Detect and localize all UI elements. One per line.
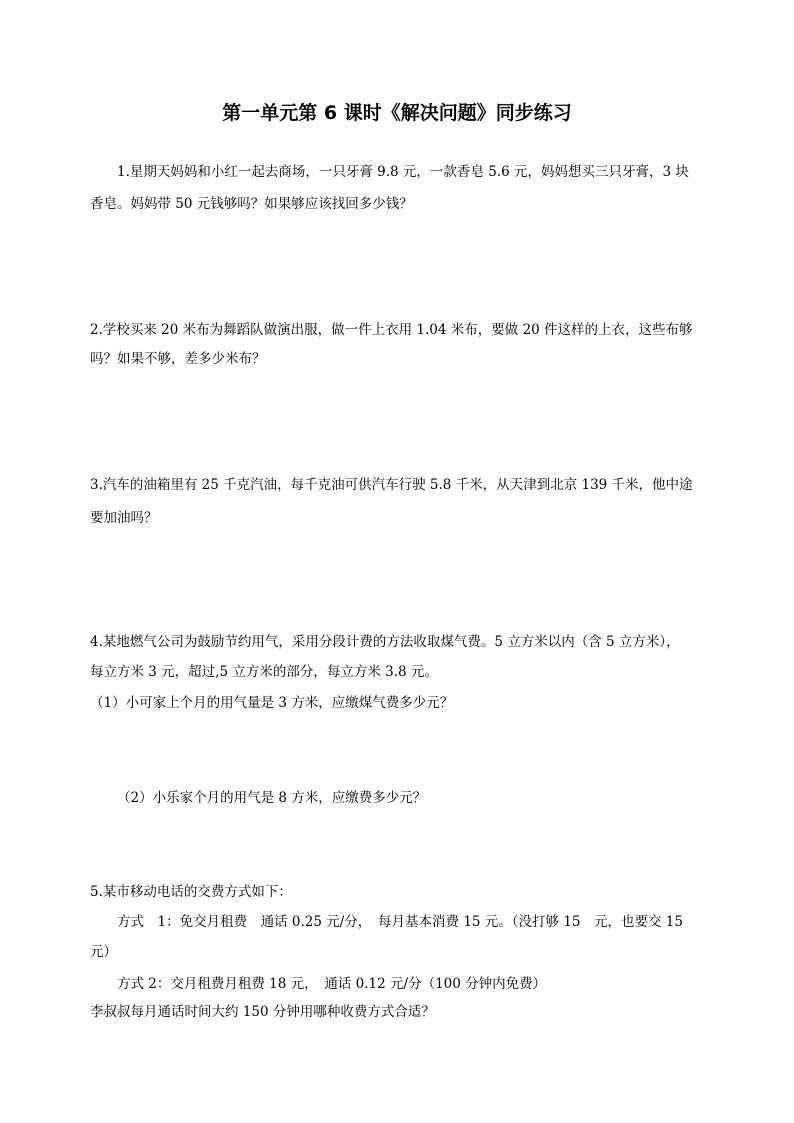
question-4-sub-1: （1）小可家上个月的用气量是 3 方米，应缴煤气费多少元？ [90,695,454,711]
question-5-option-1-cont: 元） [90,944,117,960]
question-5-option-2: 方式 2：交月租费月租费 18 元， 通话 0.12 元/分（100 分钟内免费） [117,976,547,992]
question-3-line-1: 3.汽车的油箱里有 25 千克汽油，每千克油可供汽车行驶 5.8 千米，从天津到北京 139 千米，他中途 [90,477,693,493]
question-1-line-2: 香皂。妈妈带 50 元钱够吗？如果够应该找回多少钱？ [90,196,413,212]
question-4-sub-2: （2）小乐家个月的用气是 8 方米，应缴费多少元？ [117,790,427,806]
question-5-line-1: 5.某市移动电话的交费方式如下： [90,884,292,900]
question-4-line-1: 4.某地燃气公司为鼓励节约用气，采用分段计费的方法收取煤气费。5 立方米以内（含 5 立方米）， [90,634,680,650]
page-title: 第一单元第 6 课时《解决问题》同步练习 [222,102,572,124]
question-1-line-1: 1.星期天妈妈和小红一起去商场，一只牙膏 9.8 元，一款香皂 5.6 元，妈妈想买三只牙膏，3 块 [117,164,689,180]
question-2-line-1: 2.学校买来 20 米布为舞蹈队做演出服，做一件上衣用 1.04 米布，要做 20 件这样的上衣，这些布够 [90,322,693,338]
question-5-question: 李叔叔每月通话时间大约 150 分钟用哪种收费方式合适？ [90,1004,435,1020]
question-4-line-2: 每立方米 3 元，超过,5 立方米的部分，每立方米 3.8 元。 [90,664,438,680]
question-5-option-1: 方式 1：免交月租费 通话 0.25 元/分， 每月基本消费 15 元。（没打够 15 元，也要交 15 [117,914,683,930]
question-2-line-2: 吗？如果不够，差多少米布？ [90,351,266,367]
question-3-line-2: 要加油吗？ [90,510,158,526]
